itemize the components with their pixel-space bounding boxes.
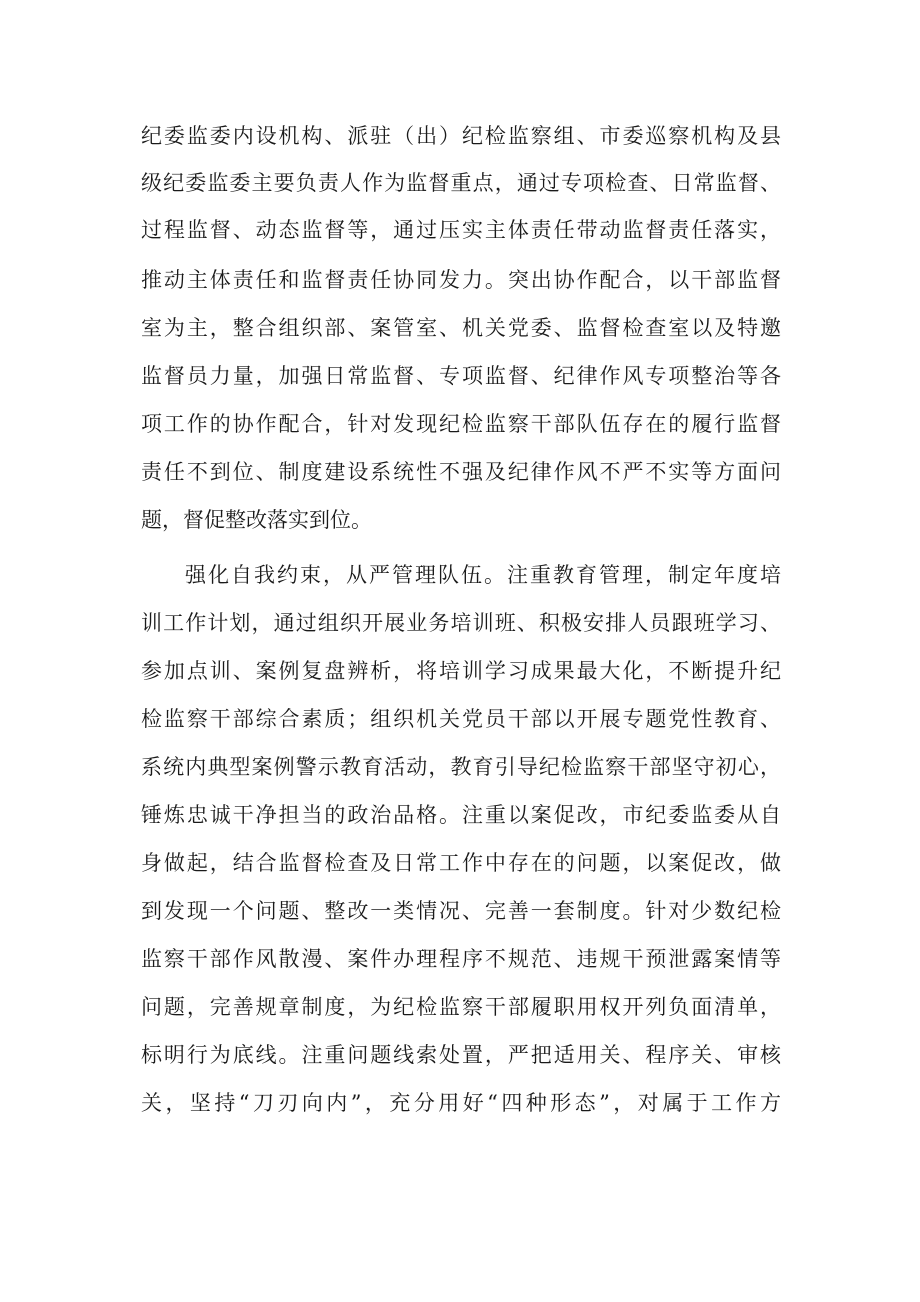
paragraph-1-line-5: 室为主，整合组织部、案管室、机关党委、监督检查室以及特邀 — [141, 316, 781, 340]
paragraph-2-line-7: 身做起，结合监督检查及日常工作中存在的问题，以案促改，做 — [141, 851, 781, 875]
paragraph-1-line-6: 监督员力量，加强日常监督、专项监督、纪律作风专项整治等各 — [141, 364, 781, 388]
paragraph-1-line-7: 项工作的协作配合，针对发现纪检监察干部队伍存在的履行监督 — [141, 412, 781, 436]
paragraph-2-line-10: 问题，完善规章制度，为纪检监察干部履职用权开列负面清单， — [141, 995, 781, 1019]
paragraph-1-line-3: 过程监督、动态监督等，通过压实主体责任带动监督责任落实， — [141, 218, 781, 242]
paragraph-1-line-9: 题，督促整改落实到位。 — [141, 508, 372, 532]
paragraph-2-line-5: 系统内典型案例警示教育活动，教育引导纪检监察干部坚守初心， — [141, 755, 781, 779]
paragraph-2-line-2: 训工作计划，通过组织开展业务培训班、积极安排人员跟班学习、 — [141, 611, 781, 635]
paragraph-2-line-6: 锤炼忠诚干净担当的政治品格。注重以案促改，市纪委监委从自 — [141, 803, 781, 827]
paragraph-2-line-8: 到发现一个问题、整改一类情况、完善一套制度。针对少数纪检 — [141, 899, 781, 923]
paragraph-1-line-8: 责任不到位、制度建设系统性不强及纪律作风不严不实等方面问 — [141, 460, 781, 484]
paragraph-1-line-1: 纪委监委内设机构、派驻（出）纪检监察组、市委巡察机构及县 — [141, 124, 781, 148]
paragraph-2-line-9: 监察干部作风散漫、案件办理程序不规范、违规干预泄露案情等 — [141, 947, 781, 971]
paragraph-2-line-1: 强化自我约束，从严管理队伍。注重教育管理，制定年度培 — [185, 563, 781, 587]
paragraph-1-line-4: 推动主体责任和监督责任协同发力。突出协作配合，以干部监督 — [141, 268, 781, 292]
paragraph-2-line-12: 关，坚持“刀刃向内”，充分用好“四种形态”，对属于工作方 — [141, 1091, 781, 1115]
paragraph-2-line-11: 标明行为底线。注重问题线索处置，严把适用关、程序关、审核 — [141, 1043, 781, 1067]
paragraph-2-line-3: 参加点训、案例复盘辨析，将培训学习成果最大化，不断提升纪 — [141, 659, 781, 683]
paragraph-2-line-4: 检监察干部综合素质；组织机关党员干部以开展专题党性教育、 — [141, 707, 781, 731]
paragraph-1-line-2: 级纪委监委主要负责人作为监督重点，通过专项检查、日常监督、 — [141, 171, 781, 195]
